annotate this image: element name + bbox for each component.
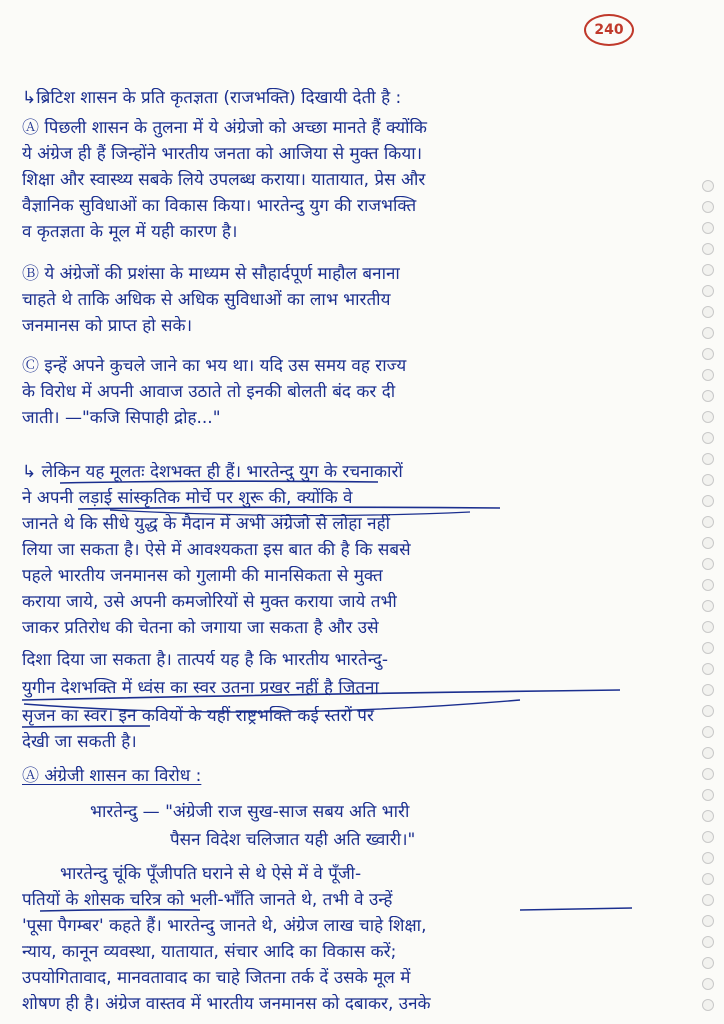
note-line: पहले भारतीय जनमानस को गुलामी की मानसिकता से मुक्त	[22, 566, 383, 586]
poem-line: भारतेन्दु — "अंग्रेजी राज सुख-साज सबय अति भारी	[90, 802, 410, 822]
underline-stroke	[40, 910, 200, 911]
note-line: ↳ लेकिन यह मूलतः देशभक्त ही हैं। भारतेन्दु युग के रचनाकारों	[22, 462, 403, 482]
note-line: युगीन देशभक्ति में ध्वंस का स्वर उतना प्रखर नहीं है जितना	[22, 678, 379, 698]
note-line: चाहते थे ताकि अधिक से अधिक सुविधाओं का लाभ भारतीय	[22, 290, 391, 310]
note-line: भारतेन्दु चूंकि पूँजीपति घराने से थे ऐसे में वे पूँजी-	[60, 864, 362, 884]
note-line: 'पूसा पैगम्बर' कहते हैं। भारतेन्दु जानते थे, अंग्रेज लाख चाहे शिक्षा,	[22, 916, 427, 936]
note-line: जाती। —"कजि सिपाही द्रोह..."	[22, 408, 221, 428]
note-line: उपयोगितावाद, मानवतावाद का चाहे जितना तर्क दें उसके मूल में	[22, 968, 411, 988]
note-line: Ⓒ इन्हें अपने कुचले जाने का भय था। यदि उस समय वह राज्य	[22, 356, 407, 376]
note-line: कराया जाये, उसे अपनी कमजोरियों से मुक्त कराया जाये तभी	[22, 592, 397, 612]
note-line: Ⓐ पिछली शासन के तुलना में ये अंग्रेजो को अच्छा मानते हैं क्योंकि	[22, 118, 427, 138]
note-line: जनमानस को प्राप्त हो सके।	[22, 316, 193, 336]
note-line: सृजन का स्वर। इन कवियों के यहीं राष्ट्रभक्ति कई स्तरों पर	[22, 706, 374, 726]
underline-stroke	[22, 690, 620, 700]
note-line: व कृतज्ञता के मूल में यही कारण है।	[22, 222, 238, 242]
note-line: लिया जा सकता है। ऐसे में आवश्यकता इस बात की है कि सबसे	[22, 540, 411, 560]
note-line: ये अंग्रेज ही हैं जिन्होंने भारतीय जनता को आजिया से मुक्त किया।	[22, 144, 423, 164]
underline-stroke	[110, 510, 470, 516]
note-line: दिशा दिया जा सकता है। तात्पर्य यह है कि भारतीय भारतेन्दु-	[22, 650, 388, 670]
note-line: Ⓑ ये अंग्रेजों की प्रशंसा के माध्यम से सौहार्दपूर्ण माहौल बनाना	[22, 264, 400, 284]
note-line: के विरोध में अपनी आवाज उठाते तो इनकी बोलती बंद कर दी	[22, 382, 396, 402]
underline-stroke	[22, 726, 150, 727]
note-line: शोषण ही है। अंग्रेज वास्तव में भारतीय जनमानस को दबाकर, उनके	[22, 994, 431, 1014]
page-number: 240	[584, 14, 634, 46]
underline-stroke	[60, 481, 378, 483]
underline-stroke	[24, 700, 520, 712]
note-line: न्याय, कानून व्यवस्था, यातायात, संचार आदि का विकास करें;	[22, 942, 397, 962]
note-line: वैज्ञानिक सुविधाओं का विकास किया। भारतेन्दु युग की राजभक्ति	[22, 196, 417, 216]
section-heading: Ⓐ अंग्रेजी शासन का विरोध :	[22, 766, 202, 786]
note-line: पतियों के शोसक चरित्र को भली-भाँति जानते थे, तभी वे उन्हें	[22, 890, 393, 910]
underline-stroke	[78, 507, 500, 509]
note-line: ने अपनी लड़ाई सांस्कृतिक मोर्चे पर शुरू की, क्योंकि वे	[22, 488, 353, 508]
note-line: जाकर प्रतिरोध की चेतना को जगाया जा सकता है और उसे	[22, 618, 379, 638]
underline-stroke	[520, 908, 632, 910]
note-line: शिक्षा और स्वास्थ्य सबके लिये उपलब्ध कराया। यातायात, प्रेस और	[22, 170, 426, 190]
note-line: जानते थे कि सीधे युद्ध के मैदान में अभी अंग्रेजो से लोहा नहीं	[22, 514, 391, 534]
note-line: देखी जा सकती है।	[22, 732, 137, 752]
note-line: ↳ब्रिटिश शासन के प्रति कृतज्ञता (राजभक्ति) दिखायी देती है :	[22, 88, 402, 108]
poem-line: पैसन विदेश चलिजात यही अति ख्वारी।"	[170, 830, 416, 850]
